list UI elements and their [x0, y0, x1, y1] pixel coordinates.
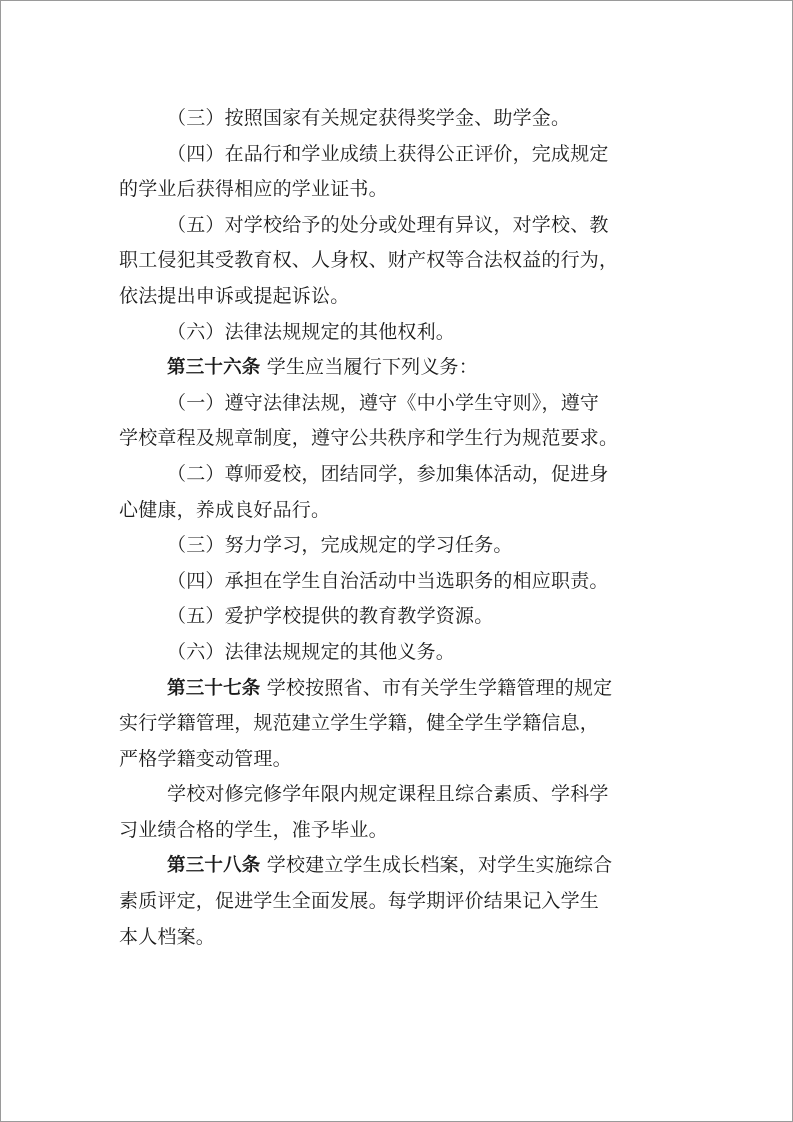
- document-body: [119, 101, 679, 955]
- text-line: 实行学籍管理，规范建立学生学籍，健全学生学籍信息，: [119, 712, 600, 735]
- text-line: （四）在品行和学业成绩上获得公正评价，完成规定: [167, 142, 609, 165]
- text-line: 严格学籍变动管理。: [119, 747, 292, 770]
- article-37-heading: 第三十七条 学校按照省、市有关学生学籍管理的规定: [167, 676, 613, 699]
- text-line: （五）对学校给予的处分或处理有异议，对学校、教: [167, 213, 609, 236]
- text-line: （六）法律法规规定的其他义务。: [167, 640, 456, 663]
- text-line: （三）按照国家有关规定获得奖学金、助学金。: [167, 107, 571, 129]
- text-line: 素质评定，促进学生全面发展。每学期评价结果记入学生: [119, 890, 600, 913]
- article-36-heading: 第三十六条 学生应当履行下列义务：: [167, 356, 478, 379]
- text-line: （三）努力学习，完成规定的学习任务。: [167, 534, 513, 557]
- text-line: 习业绩合格的学生，准予毕业。: [119, 818, 388, 841]
- text-line: 依法提出申诉或提起诉讼。: [119, 284, 350, 307]
- article-number: 第三十七条: [167, 677, 261, 699]
- text-line: （一）遵守法律法规，遵守《中小学生守则》，遵守: [167, 391, 600, 414]
- text-line: （二）尊师爱校，团结同学，参加集体活动，促进身: [167, 462, 609, 485]
- text-line: 心健康，养成良好品行。: [119, 498, 331, 521]
- text-line: （六）法律法规规定的其他权利。: [167, 320, 456, 343]
- text-line: 的学业后获得相应的学业证书。: [119, 178, 388, 201]
- text-line: （五）爱护学校提供的教育教学资源。: [167, 605, 494, 628]
- text-line: 职工侵犯其受教育权、人身权、财产权等合法权益的行为，: [119, 249, 619, 272]
- article-number: 第三十六条: [167, 357, 261, 379]
- text-line: （四）承担在学生自治活动中当选职务的相应职责。: [167, 569, 609, 592]
- text-line: 本人档案。: [119, 925, 216, 948]
- text-line: 学校对修完修学年限内规定课程且综合素质、学科学: [167, 783, 609, 806]
- text-line: 学校章程及规章制度，遵守公共秩序和学生行为规范要求。: [119, 427, 619, 450]
- article-38-heading: 第三十八条 学校建立学生成长档案，对学生实施综合: [167, 854, 613, 877]
- article-number: 第三十八条: [167, 855, 261, 877]
